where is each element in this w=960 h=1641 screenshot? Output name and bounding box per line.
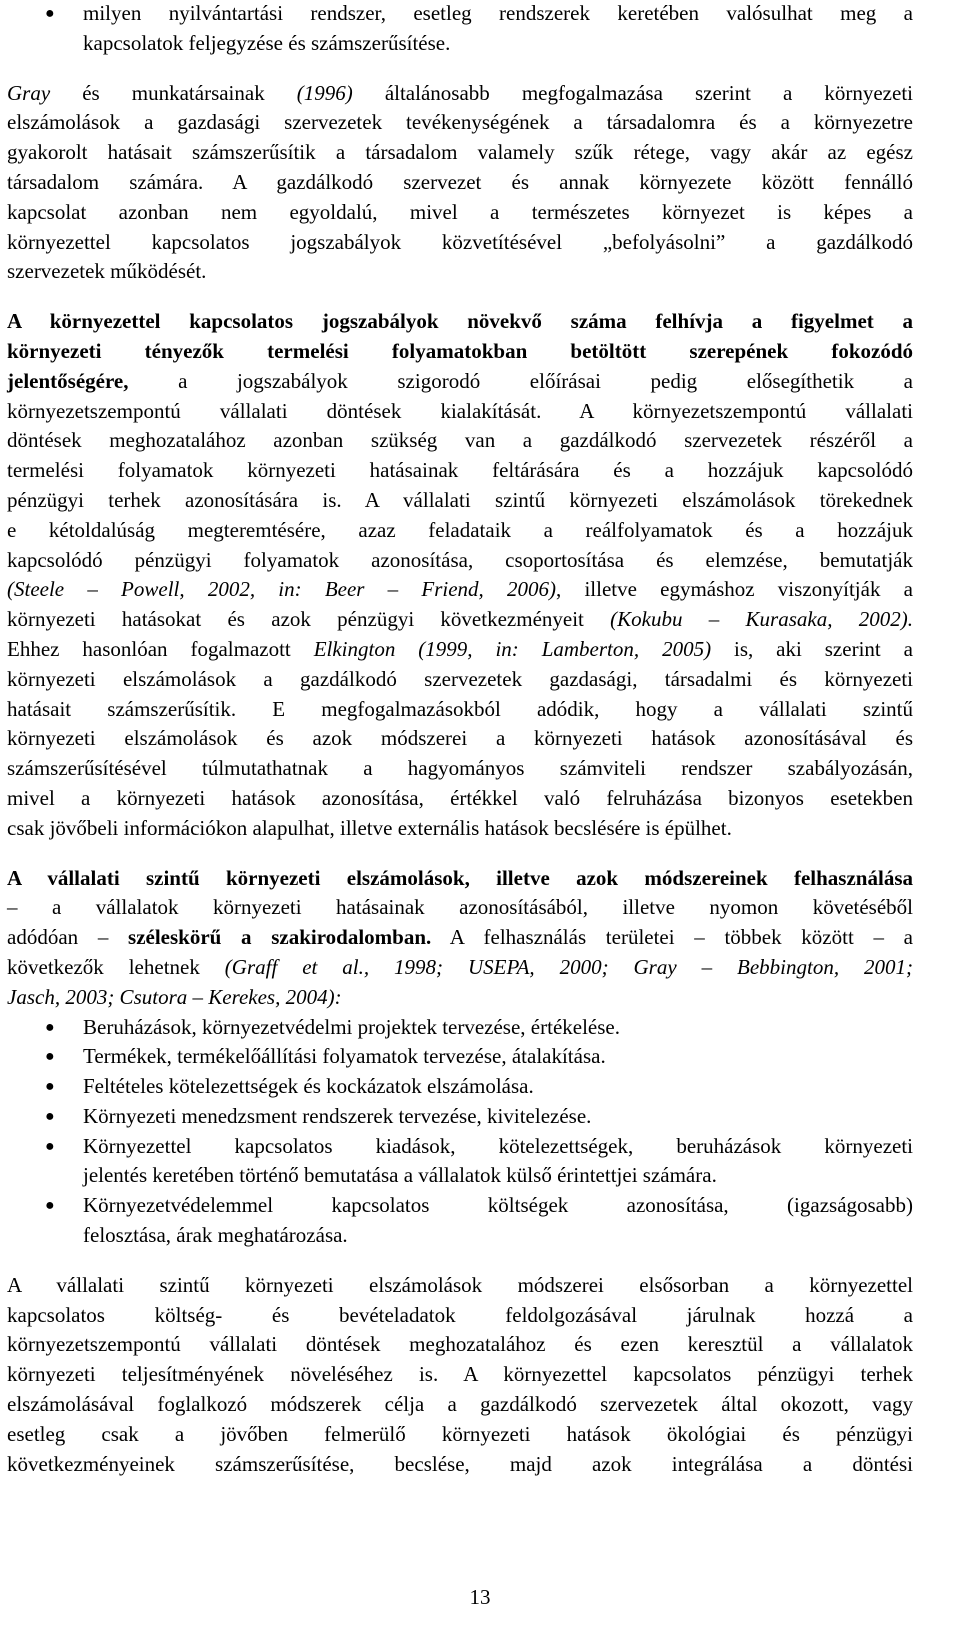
bullet-icon: ● <box>45 1078 55 1096</box>
paragraph-line: adódóan – széleskörű a szakirodalomban. A felhasználás területei – többek között – a <box>7 925 913 950</box>
list-item-line: Környezetvédelemmel kapcsolatos költségek azonosítása, (igazságosabb) <box>83 1193 913 1218</box>
bullet-icon: ● <box>45 1197 55 1215</box>
citation: (Graff et al., 1998; USEPA, 2000; Gray – Bebbington, 2001; <box>224 954 913 979</box>
list-item <box>7 1042 913 1072</box>
paragraph-line: jelentőségére, a jogszabályok szigorodó előírásai pedig elősegíthetik a <box>7 368 913 393</box>
paragraph-line: csak jövőbeli információkon alapulhat, illetve externális hatások becslésére is épülhet. <box>7 815 732 840</box>
paragraph-line: A környezettel kapcsolatos jogszabályok növekvő száma felhívja a figyelmet a <box>7 309 913 334</box>
list-item <box>7 1013 913 1043</box>
paragraph-line: kapcsolat azonban nem egyoldalú, mivel a természetes környezet is képes a <box>7 199 913 224</box>
list-item <box>7 1132 913 1192</box>
list-item <box>7 1191 913 1251</box>
paragraph-line: elszámolások a gazdasági szervezetek tevékenységének a társadalomra és a környezetre <box>7 110 913 135</box>
list-item <box>7 0 913 59</box>
citation: Elkington (1999, in: Lamberton, 2005) <box>313 636 712 661</box>
paragraph-line: társadalom számára. A gazdálkodó szervezet és annak környezete között fennálló <box>7 169 913 194</box>
paragraph-line: következményeinek számszerűsítése, becslése, majd azok integrálása a döntési <box>7 1451 913 1476</box>
paragraph-1 <box>7 79 913 288</box>
paragraph-line: kapcsolódó pénzügyi folyamatok azonosítása, csoportosítása és elemzése, bemutatják <box>7 547 913 572</box>
paragraph-line: elszámolásával foglalkozó módszerek célja a gazdálkodó szervezetek által okozott, vagy <box>7 1392 913 1417</box>
list-item-line: kapcsolatok feljegyzése és számszerűsítése. <box>83 30 451 55</box>
list-item <box>7 1102 913 1132</box>
list-item <box>7 1072 913 1102</box>
bullet-icon: ● <box>45 1048 55 1066</box>
paragraph-2 <box>7 307 913 843</box>
paragraph-line: környezeti teljesítményének növeléséhez is. A környezettel kapcsolatos pénzügyi terhek <box>7 1362 913 1387</box>
paragraph-line: következők lehetnek (Graff et al., 1998; USEPA, 2000; Gray – Bebbington, 2001; <box>7 954 913 979</box>
paragraph-line: esetleg csak a jövőben felmerülő környezeti hatások ökológiai és pénzügyi <box>7 1421 913 1446</box>
bullet-icon: ● <box>45 1137 55 1155</box>
paragraph-line: számszerűsítésével túlmutathatnak a hagyományos számviteli rendszer szabályozásán, <box>7 756 913 781</box>
paragraph-line: Gray és munkatársainak (1996) általánosabb megfogalmazása szerint a környezeti <box>7 80 913 105</box>
page-number: 13 <box>469 1585 491 1609</box>
list-item-line: felosztása, árak meghatározása. <box>83 1223 348 1248</box>
citation-author: Gray <box>7 80 51 105</box>
citation: (Steele – Powell, 2002, in: Beer – Friend, 2006) <box>7 577 556 602</box>
uses-list <box>7 1013 913 1251</box>
paragraph-line: mivel a környezeti hatások azonosítása, értékkel való felruházása bizonyos esetekben <box>7 785 913 810</box>
paragraph-line: (Steele – Powell, 2002, in: Beer – Friend, 2006), illetve egymáshoz viszonyítják a <box>7 577 913 602</box>
paragraph-line: környezeti elszámolások és azok módszerei a környezeti hatások azonosításával és <box>7 726 913 751</box>
document-page <box>7 0 913 1479</box>
paragraph-line: Ehhez hasonlóan fogalmazott Elkington (1999, in: Lamberton, 2005) is, aki szerint a <box>7 636 913 661</box>
list-item-line: Környezettel kapcsolatos kiadások, kötelezettségek, beruházások környezeti <box>83 1133 913 1158</box>
paragraph-line: környezetszempontú vállalati döntések meghozatalához és ezen keresztül a vállalatok <box>7 1332 913 1357</box>
paragraph-line: környezettel kapcsolatos jogszabályok közvetítésével „befolyásolni” a gazdálkodó <box>7 229 913 254</box>
paragraph-4 <box>7 1271 913 1480</box>
paragraph-line: e kétoldalúság megteremtésére, azaz feladataik a reálfolyamatok és a hozzájuk <box>7 517 913 542</box>
paragraph-line: döntések meghozatalához azonban szükség van a gazdálkodó szervezetek részéről a <box>7 428 913 453</box>
list-item-line: Feltételes kötelezettségek és kockázatok elszámolása. <box>83 1074 534 1099</box>
paragraph-line: környezeti elszámolások a gazdálkodó szervezetek gazdasági, társadalmi és környezeti <box>7 666 913 691</box>
list-item-line: jelentés keretében történő bemutatása a vállalatok külső érintettjei számára. <box>83 1163 717 1188</box>
paragraph-line: gyakorolt hatásait számszerűsítik a társadalom valamely szűk rétege, vagy akár az egész <box>7 140 913 165</box>
paragraph-line: pénzügyi terhek azonosítására is. A vállalati szintű környezeti elszámolások törekednek <box>7 487 913 512</box>
paragraph-line: A vállalati szintű környezeti elszámolások módszerei elsősorban a környezettel <box>7 1272 913 1297</box>
paragraph-3 <box>7 864 913 1013</box>
paragraph-line: termelési folyamatok környezeti hatásainak feltárására és a hozzájuk kapcsolódó <box>7 458 913 483</box>
citation-year: (1996) <box>296 80 353 105</box>
paragraph-line: környezeti hatásokat és azok pénzügyi következményeit (Kokubu – Kurasaka, 2002). <box>7 607 913 632</box>
list-item-line: milyen nyilvántartási rendszer, esetleg rendszerek keretében valósulhat meg a <box>83 1 913 25</box>
list-item-line: Termékek, termékelőállítási folyamatok tervezése, átalakítása. <box>83 1044 606 1069</box>
paragraph-line: A vállalati szintű környezeti elszámolások, illetve azok módszereinek felhasználása <box>7 865 913 890</box>
paragraph-line: környezetszempontú vállalati döntések kialakítását. A környezetszempontú vállalati <box>7 398 913 423</box>
bullet-icon: ● <box>45 1107 55 1125</box>
list-item-line: Környezeti menedzsment rendszerek tervezése, kivitelezése. <box>83 1103 592 1128</box>
paragraph-line: – a vállalatok környezeti hatásainak azonosításából, illetve nyomon követéséből <box>7 895 913 920</box>
paragraph-line: kapcsolatos költség- és bevételadatok feldolgozásával járulnak hozzá a <box>7 1302 913 1327</box>
paragraph-line: környezeti tényezők termelési folyamatokban betöltött szerepének fokozódó <box>7 338 913 363</box>
paragraph-line: hatásait számszerűsítik. E megfogalmazásokból adódik, hogy a vállalati szintű <box>7 696 913 721</box>
paragraph-line <box>7 983 913 1013</box>
bullet-icon: ● <box>45 5 55 22</box>
paragraph-line: szervezetek működését. <box>7 259 207 284</box>
list-item-line: Beruházások, környezetvédelmi projektek tervezése, értékelése. <box>83 1014 620 1039</box>
citation: (Kokubu – Kurasaka, 2002). <box>610 607 913 632</box>
bullet-icon: ● <box>45 1018 55 1036</box>
citation: Jasch, 2003; Csutora – Kerekes, 2004): <box>7 984 342 1009</box>
